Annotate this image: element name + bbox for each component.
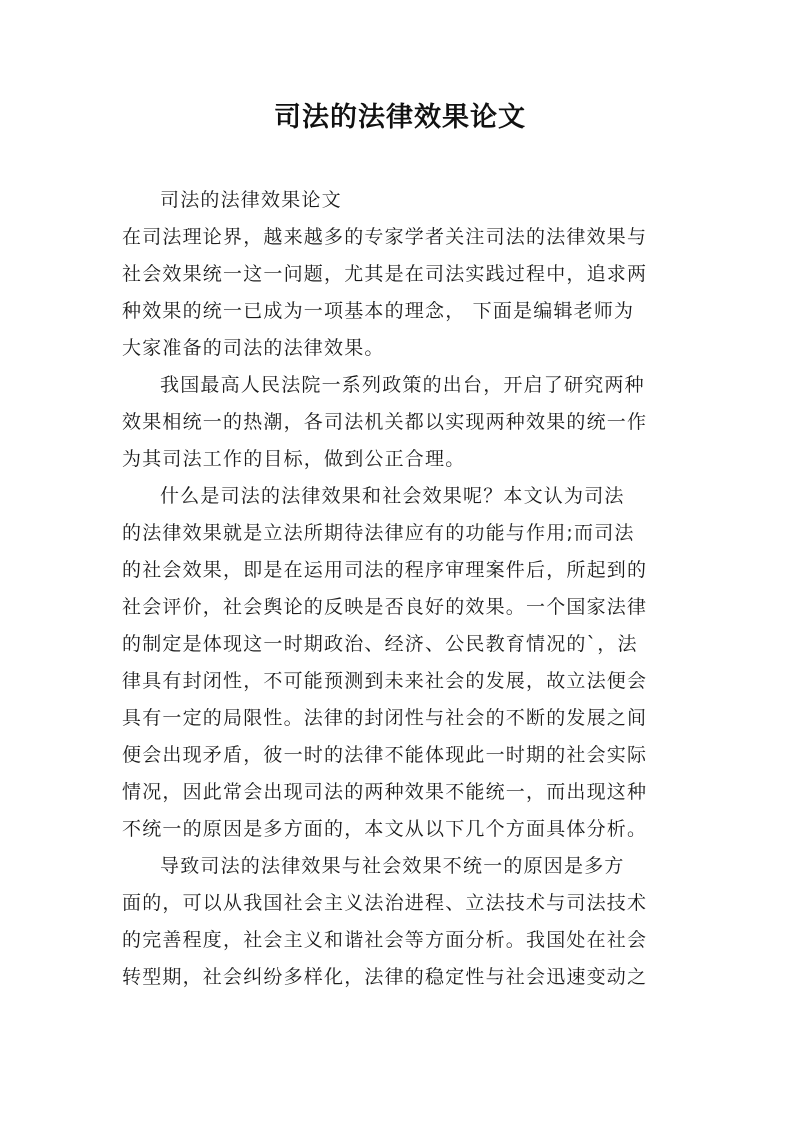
text-line: 导致司法的法律效果与社会效果不统一的原因是多方	[160, 855, 625, 877]
text-line: 不统一的原因是多方面的，本文从以下几个方面具体分析。	[122, 818, 648, 840]
text-line: 面的，可以从我国社会主义法治进程、立法技术与司法技术	[122, 892, 648, 914]
text-line: 为其司法工作的目标，做到公正合理。	[122, 448, 466, 470]
text-line: 的社会效果，即是在运用司法的程序审理案件后，所起到的	[122, 559, 648, 581]
text-line: 便会出现矛盾，彼一时的法律不能体现此一时期的社会实际	[122, 744, 648, 766]
text-line: 在司法理论界，越来越多的专家学者关注司法的法律效果与	[122, 226, 648, 248]
text-line: 种效果的统一已成为一项基本的理念， 下面是编辑老师为	[122, 300, 635, 322]
text-line: 的制定是体现这一时期政治、经济、公民教育情况的`，法	[122, 633, 638, 655]
text-line: 转型期，社会纠纷多样化，法律的稳定性与社会迅速变动之	[122, 966, 648, 988]
text-line: 社会效果统一这一问题，尤其是在司法实践过程中，追求两	[122, 263, 648, 285]
text-line: 的法律效果就是立法所期待法律应有的功能与作用;而司法	[122, 522, 635, 544]
text-line: 效果相统一的热潮，各司法机关都以实现两种效果的统一作	[122, 411, 648, 433]
text-line: 大家准备的司法的法律效果。	[122, 337, 385, 359]
text-line: 社会评价，社会舆论的反映是否良好的效果。一个国家法律	[122, 596, 648, 618]
text-line: 我国最高人民法院一系列政策的出台，开启了研究两种	[160, 374, 645, 396]
document-body	[122, 182, 692, 996]
text-line: 情况，因此常会出现司法的两种效果不能统一，而出现这种	[122, 781, 648, 803]
text-line: 律具有封闭性，不可能预测到未来社会的发展，故立法便会	[122, 670, 648, 692]
text-line: 的完善程度，社会主义和谐社会等方面分析。我国处在社会	[122, 929, 648, 951]
document-title: 司法的法律效果论文	[274, 102, 526, 133]
text-line: 具有一定的局限性。法律的封闭性与社会的不断的发展之间	[122, 707, 648, 729]
text-line: 什么是司法的法律效果和社会效果呢？本文认为司法	[160, 485, 625, 507]
text-line: 司法的法律效果论文	[160, 189, 342, 211]
